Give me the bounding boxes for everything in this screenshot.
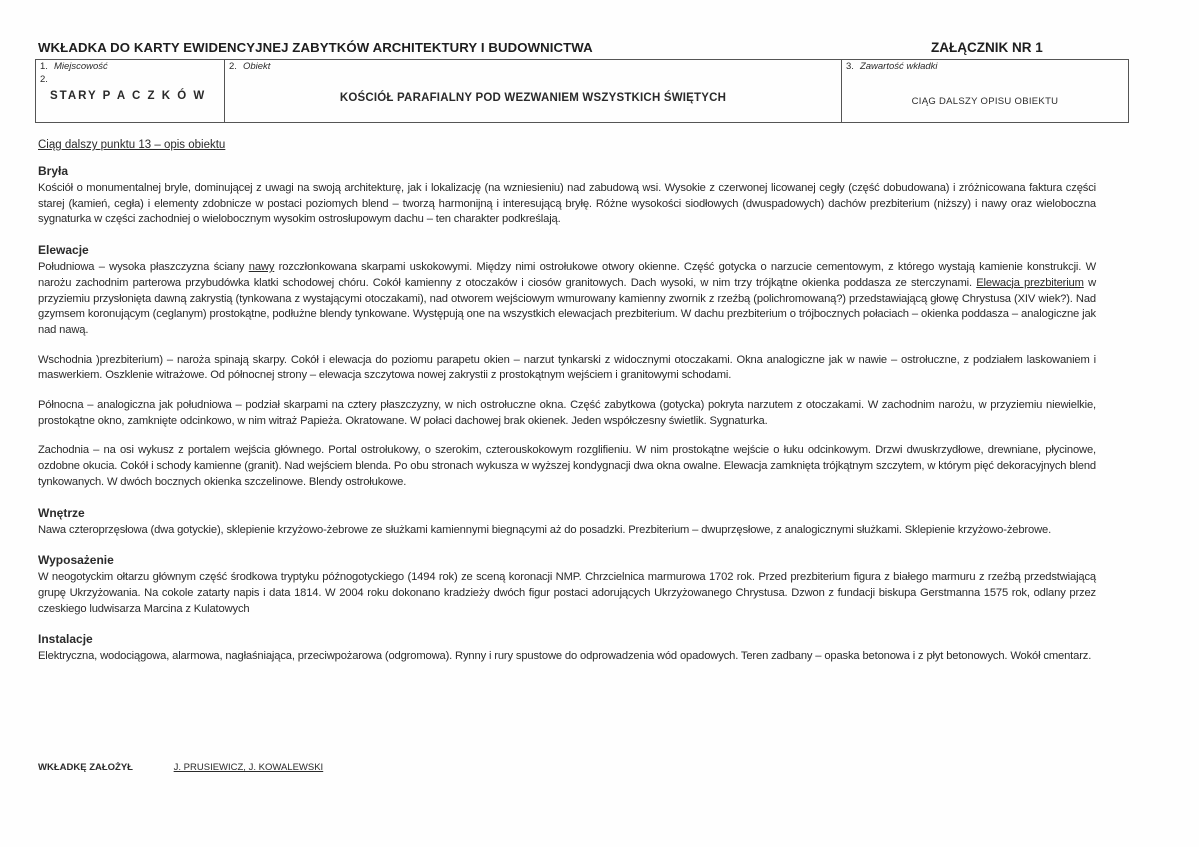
paragraph-south-elevation: Południowa – wysoka płaszczyzna ściany nawy rozczłonkowana skarpami uskokowymi. Między nimi ostrołukowe otwory okienne. Część gotycka o narzucie cementowym, z którego wystają kamienie konstrukcji. W narożu zachodnim parterowa przybudówka klatki schodowej chóru. Cokół kamienny z otoczaków i ciosów granitowych. Dach wysoki, w nim trzy trójkątne okienka poddasza ze sterczynami. Elewacja prezbiterium w przyziemiu przysłonięta dawną zakrystią (tynkowana z wystającymi otoczakami), nad otworem wejściowym wmurowany kamienny zwornik z rzeźbą (polichromowaną?) przedstawiającą głowę Chrystusa (XIV wiek?). Nad gzymsem koronującym (ceglanym) prostokątne, podłużne blendy tynkowane. Występują one na wszystkich elewacjach prezbiterium. W dachu prezbiterium o trójbocznych połaciach – okienka poddasza – analogiczne jak nad nawą.	[38, 261, 1096, 336]
object-cell	[225, 60, 842, 123]
underlined-term: Elewacja prezbiterium	[976, 276, 1084, 289]
content-value: CIĄG DALSZY OPISU OBIEKTU	[911, 96, 1059, 107]
header-table	[35, 59, 1129, 123]
section-heading: Wnętrze	[38, 505, 85, 520]
paragraph-west-elevation: Zachodnia – na osi wykusz z portalem wejścia głównego. Portal ostrołukowy, o szerokim, czterouskokowym rozglifieniu. W nim prostokątne wejście o łuku odcinkowym. Drzwi dwuskrzydłowe, drewniane, płycinowe, ozdobne okucia. Cokół i schody kamienne (granit). Nad wejściem blenda. Po obu stronach wykusza w wyższej kondygnacji dwa okna owalne. Elewacja zamknięta trójkątnym szczytem, w którym pięć dekoracyjnych blend tynkowanych. W dwóch bocznych okienka szczelinowe. Blendy ostrołukowe.	[38, 444, 1096, 488]
section-elewacje	[38, 243, 1096, 490]
footer-signature	[38, 762, 323, 773]
locality-label: Miejscowość	[53, 61, 108, 72]
object-label: Obiekt	[242, 61, 271, 72]
paragraph-east-elevation: Wschodnia )prezbiterium) – naroża spinają skarpy. Cokół i elewacja do poziomu parapetu okien – narzut tynkarski z widocznymi otoczakami. Okna analogiczne jak w nawie – ostrołuczne, z podziałem laskowaniem i maswerkiem. Oszklenie witrażowe. Od północnej strony – elewacja szczytowa nowej zakrystii z prostokątnym wejściem i granitowymi schodami.	[38, 353, 1096, 382]
paragraph-north-elevation: Północna – analogiczna jak południowa – podział skarpami na cztery płaszczyzny, w nich ostrołuczne okna. Część zabytkowa (gotycka) pokryta narzutem z otoczakami. W zachodnim narożu, w przyziemiu niewielkie, prostokątne okno, zamknięte odcinkowo, w nim witraż Papieża. Okratowane. W połaci dachowej brak okienek. Jeden współczesny świetlik. Sygnaturka.	[38, 399, 1096, 427]
paragraph: Kościół o monumentalnej bryle, dominującej z uwagi na swoją architekturę, jak i lokalizację (na wzniesieniu) nad zabudową wsi. Wysokie z czerwonej licowanej cegły (część dobudowana) i zróżnicowana faktura części starej (kamień, cegła) i elementy zdobnicze w postaci poziomych blend – tworzą harmonijną i interesującą bryłę. Różne wysokości siodłowych (dwuspadowych) dachów prezbiterium (niższy) i nawy oraz wieloboczna sygnaturka w części zachodniej o wielobocznym wysokim ostrosłupowym dachu – ten charakter podkreślają.	[38, 182, 1096, 226]
paragraph: Elektryczna, wodociągowa, alarmowa, nagłaśniająca, przeciwpożarowa (odgromowa). Rynny i rury spustowe do odprowadzenia wód opadowych. Teren zadbany – opaska betonowa i z płyt betonowych. Wokół cmentarz.	[38, 650, 1092, 663]
paragraph: Nawa czteroprzęsłowa (dwa gotyckie), sklepienie krzyżowo-żebrowe ze służkami kamiennymi biegnącymi aż do posadzki. Prezbiterium – dwuprzęsłowe, z analogicznymi służkami. Sklepienie krzyżowo-żebrowe.	[38, 523, 1052, 536]
description-body	[38, 164, 1096, 680]
author-label: WKŁADKĘ ZAŁOŻYŁ	[38, 762, 133, 773]
field-number: 2.	[229, 61, 237, 72]
object-value: KOŚCIÓŁ PARAFIALNY POD WEZWANIEM WSZYSTKICH ŚWIĘTYCH	[339, 92, 727, 104]
section-heading: Instalacje	[38, 632, 93, 647]
section-wyposazenie	[38, 553, 1096, 617]
field-number: 2.	[40, 74, 48, 85]
section-heading: Elewacje	[38, 243, 89, 258]
locality-cell	[36, 60, 225, 123]
section-heading: Wyposażenie	[38, 553, 114, 568]
section-bryla	[38, 164, 1096, 228]
section-instalacje	[38, 632, 1096, 665]
section-heading: Bryła	[38, 164, 69, 178]
underlined-term: nawy	[248, 261, 275, 274]
continuation-note: Ciąg dalszy punktu 13 – opis obiektu	[38, 139, 226, 151]
section-wnetrze	[38, 506, 1096, 539]
field-number: 3.	[846, 61, 854, 72]
field-number: 1.	[40, 61, 48, 72]
form-title: WKŁADKA DO KARTY EWIDENCYJNEJ ZABYTKÓW ARCHITEKTURY I BUDOWNICTWA	[38, 40, 593, 55]
author-names: J. PRUSIEWICZ, J. KOWALEWSKI	[173, 762, 324, 773]
content-cell	[842, 60, 1129, 123]
locality-value: STARY P A C Z K Ó W	[50, 90, 207, 102]
paragraph: W neogotyckim ołtarzu głównym część środkowa tryptyku późnogotyckiego (1494 rok) ze sceną koronacji NMP. Chrzcielnica marmurowa 1702 rok. Przed prezbiterium figura z białego marmuru z rzeźbą przedstwiającą grupę Ukrzyżowania. Na cokole zatarty napis i data 1814. W 2004 roku dokonano kradzieży dwóch figur postaci adorujących Ukrzyżowanego Chrystusa. Dzwon z fundacji biskupa Gerstmanna 1575 rok, odlany przez czeskiego ludwisarza Marcina z Kulatowych	[38, 571, 1096, 615]
annex-number: ZAŁĄCZNIK NR 1	[931, 40, 1043, 55]
content-label: Zawartość wkładki	[859, 61, 938, 72]
